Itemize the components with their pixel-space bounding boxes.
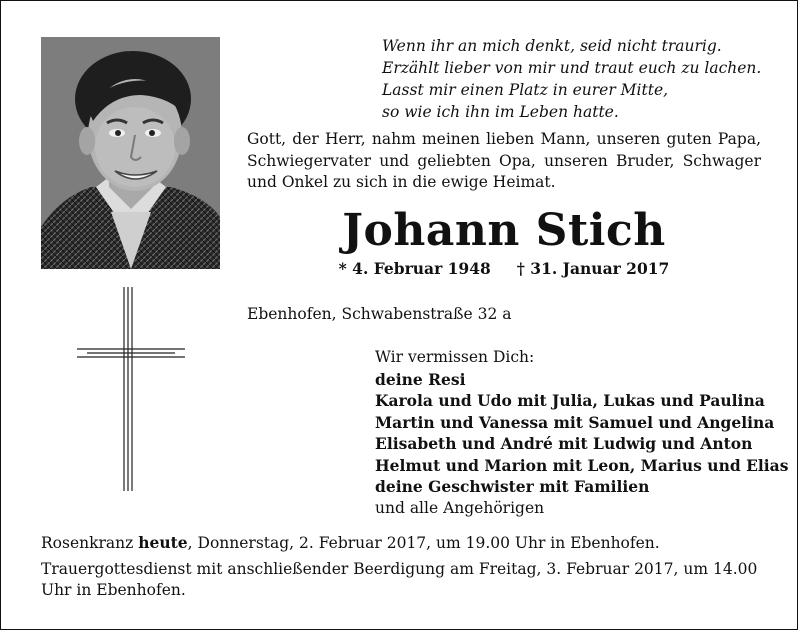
mourner-line: Elisabeth und André mit Ludwig und Anton xyxy=(375,434,753,453)
cross-icon xyxy=(77,287,187,495)
service-info xyxy=(41,532,761,606)
portrait-photo xyxy=(41,37,220,269)
rosary-details: , Donnerstag, 2. Februar 2017, um 19.00 Uhr in Ebenhofen. xyxy=(187,534,660,552)
death-date: † 31. Januar 2017 xyxy=(516,259,670,278)
poem-line: Erzählt lieber von mir und traut euch zu lachen. xyxy=(382,59,762,77)
poem-line: Lasst mir einen Platz in eurer Mitte, xyxy=(382,81,669,99)
intro-text: Gott, der Herr, nahm meinen lieben Mann, unseren guten Papa, Schwiegervater und geliebten Opa, unseren Bruder, Schwager und Onkel zu sich in die ewige Heimat. xyxy=(247,130,761,191)
mourner-line: Karola und Udo mit Julia, Lukas und Paulina xyxy=(375,391,765,410)
mourners-heading: Wir vermissen Dich: xyxy=(375,348,535,366)
deceased-name: Johann Stich xyxy=(342,205,666,256)
mourner-line: Martin und Vanessa mit Samuel und Angelina xyxy=(375,412,775,432)
mourners-closing: und alle Angehörigen xyxy=(375,498,545,517)
mourner-line: deine Geschwister mit Familien xyxy=(375,477,650,496)
address: Ebenhofen, Schwabenstraße 32 a xyxy=(247,305,512,323)
life-dates xyxy=(247,258,761,280)
birth-date: * 4. Februar 1948 xyxy=(338,259,491,278)
poem-line: so wie ich ihn im Leben hatte. xyxy=(382,103,619,121)
funeral-line: Trauergottesdienst mit anschließender Beerdigung am Freitag, 3. Februar 2017, um 14.00 Uhr in Ebenhofen. xyxy=(41,559,758,599)
poem xyxy=(382,35,782,123)
rosary-line xyxy=(41,532,761,555)
mourner-line: deine Resi xyxy=(375,369,466,389)
mourner-line: Helmut und Marion mit Leon, Marius und Elias xyxy=(375,455,789,475)
poem-line: Wenn ihr an mich denkt, seid nicht traurig. xyxy=(382,37,722,55)
rosary-label: Rosenkranz xyxy=(41,534,134,552)
rosary-when: heute xyxy=(138,533,188,552)
mourners-list xyxy=(375,347,789,519)
